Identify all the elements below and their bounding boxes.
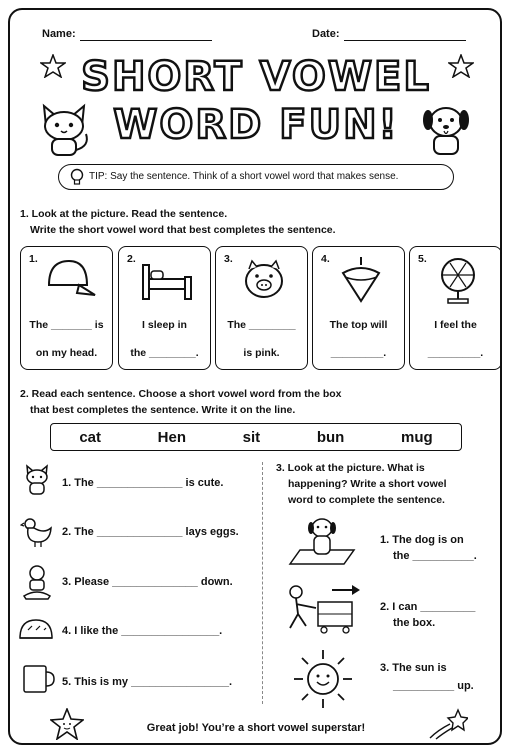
picture-1-sentence-line2: on my head. — [35, 347, 98, 359]
hen-icon — [20, 514, 54, 548]
section3-instruction-2: happening? Write a short vowel — [288, 478, 447, 490]
section3-item-1-line2: the __________. — [393, 550, 477, 562]
picture-5-sentence-line1: I feel the — [434, 319, 477, 331]
section3-item-1-line1: 1. The dog is on — [380, 534, 464, 546]
word-bank-word: mug — [401, 428, 433, 446]
title-line-2: WORD FUN! — [113, 102, 399, 148]
tip-text: TIP: Say the sentence. Think of a short vowel word that makes sense. — [89, 171, 399, 182]
sentence-4: 4. I like the ________________. — [62, 625, 223, 637]
picture-4-sentence-line1: The top will — [329, 319, 388, 331]
picture-box-5: 5. I feel the _________. — [409, 246, 502, 370]
section3-item-2-line2: the box. — [393, 617, 436, 629]
cap-icon — [39, 255, 97, 305]
shooting-star-icon — [428, 708, 468, 740]
cat-icon — [34, 96, 94, 158]
section3-item-2-line1: 2. I can _________ — [380, 601, 476, 613]
picture-2-sentence-line2: the ________. — [130, 347, 199, 359]
sun-icon — [292, 648, 354, 710]
dog-on-mat-icon — [284, 514, 360, 570]
lightbulb-icon — [69, 168, 85, 186]
title-line-1: SHORT VOWEL — [81, 54, 431, 100]
pig-icon — [234, 255, 292, 305]
section1-instruction-2: Write the short vowel word that best completes the sentence. — [30, 224, 336, 236]
fan-icon — [428, 255, 486, 305]
sentence-1: 1. The ______________ is cute. — [62, 477, 224, 489]
section3-instruction-1: 3. Look at the picture. What is — [276, 462, 425, 474]
spinning-top-icon — [331, 255, 389, 305]
sentence-3: 3. Please ______________ down. — [62, 576, 233, 588]
section-divider — [262, 462, 263, 704]
picture-4-sentence-line2: _________. — [330, 347, 387, 359]
section3-instruction-3: word to complete the sentence. — [288, 494, 445, 506]
picture-box-3: 3. The ________ is pink. — [215, 246, 308, 370]
cat-icon — [20, 462, 54, 496]
bed-icon — [137, 255, 195, 305]
word-bank-word: bun — [316, 428, 345, 446]
name-label: Name: — [42, 28, 76, 40]
bun-icon — [18, 616, 54, 644]
picture-5-sentence-line2: _________. — [427, 347, 484, 359]
footer-message: Great job! You’re a short vowel superstar! — [146, 722, 366, 734]
name-line[interactable] — [80, 40, 212, 41]
picture-3-sentence-line2: is pink. — [243, 347, 280, 359]
sentence-5: 5. This is my ________________. — [62, 676, 233, 688]
tip-box — [58, 164, 454, 190]
picture-box-4: 4. The top will _________. — [312, 246, 405, 370]
sentence-2: 2. The ______________ lays eggs. — [62, 526, 239, 538]
word-bank — [50, 423, 462, 451]
section3-item-3-line1: 3. The sun is — [380, 662, 447, 674]
picture-box-2: 2. I sleep in the ________. — [118, 246, 211, 370]
section3-item-3-line2: __________ up. — [393, 680, 474, 692]
date-label: Date: — [312, 28, 340, 40]
section2-instruction-1: 2. Read each sentence. Choose a short vowel word from the box — [20, 388, 342, 400]
word-bank-word: cat — [79, 428, 102, 446]
dog-icon — [416, 96, 476, 158]
word-bank-word: Hen — [157, 428, 187, 446]
child-pushing-box-icon — [282, 580, 366, 638]
mug-icon — [20, 662, 56, 694]
date-line[interactable] — [344, 40, 466, 41]
section1-instruction-1: 1. Look at the picture. Read the sentence. — [20, 208, 228, 220]
picture-3-sentence-line1: The ________ — [227, 319, 296, 331]
child-sitting-icon — [20, 564, 54, 600]
picture-1-sentence-line1: The _______ is — [29, 319, 104, 331]
section2-instruction-2: that best completes the sentence. Write it on the line. — [30, 404, 296, 416]
picture-2-sentence-line1: I sleep in — [142, 319, 187, 331]
picture-box-1: 1. The _______ is on my head. — [20, 246, 113, 370]
word-bank-word: sit — [242, 428, 261, 446]
